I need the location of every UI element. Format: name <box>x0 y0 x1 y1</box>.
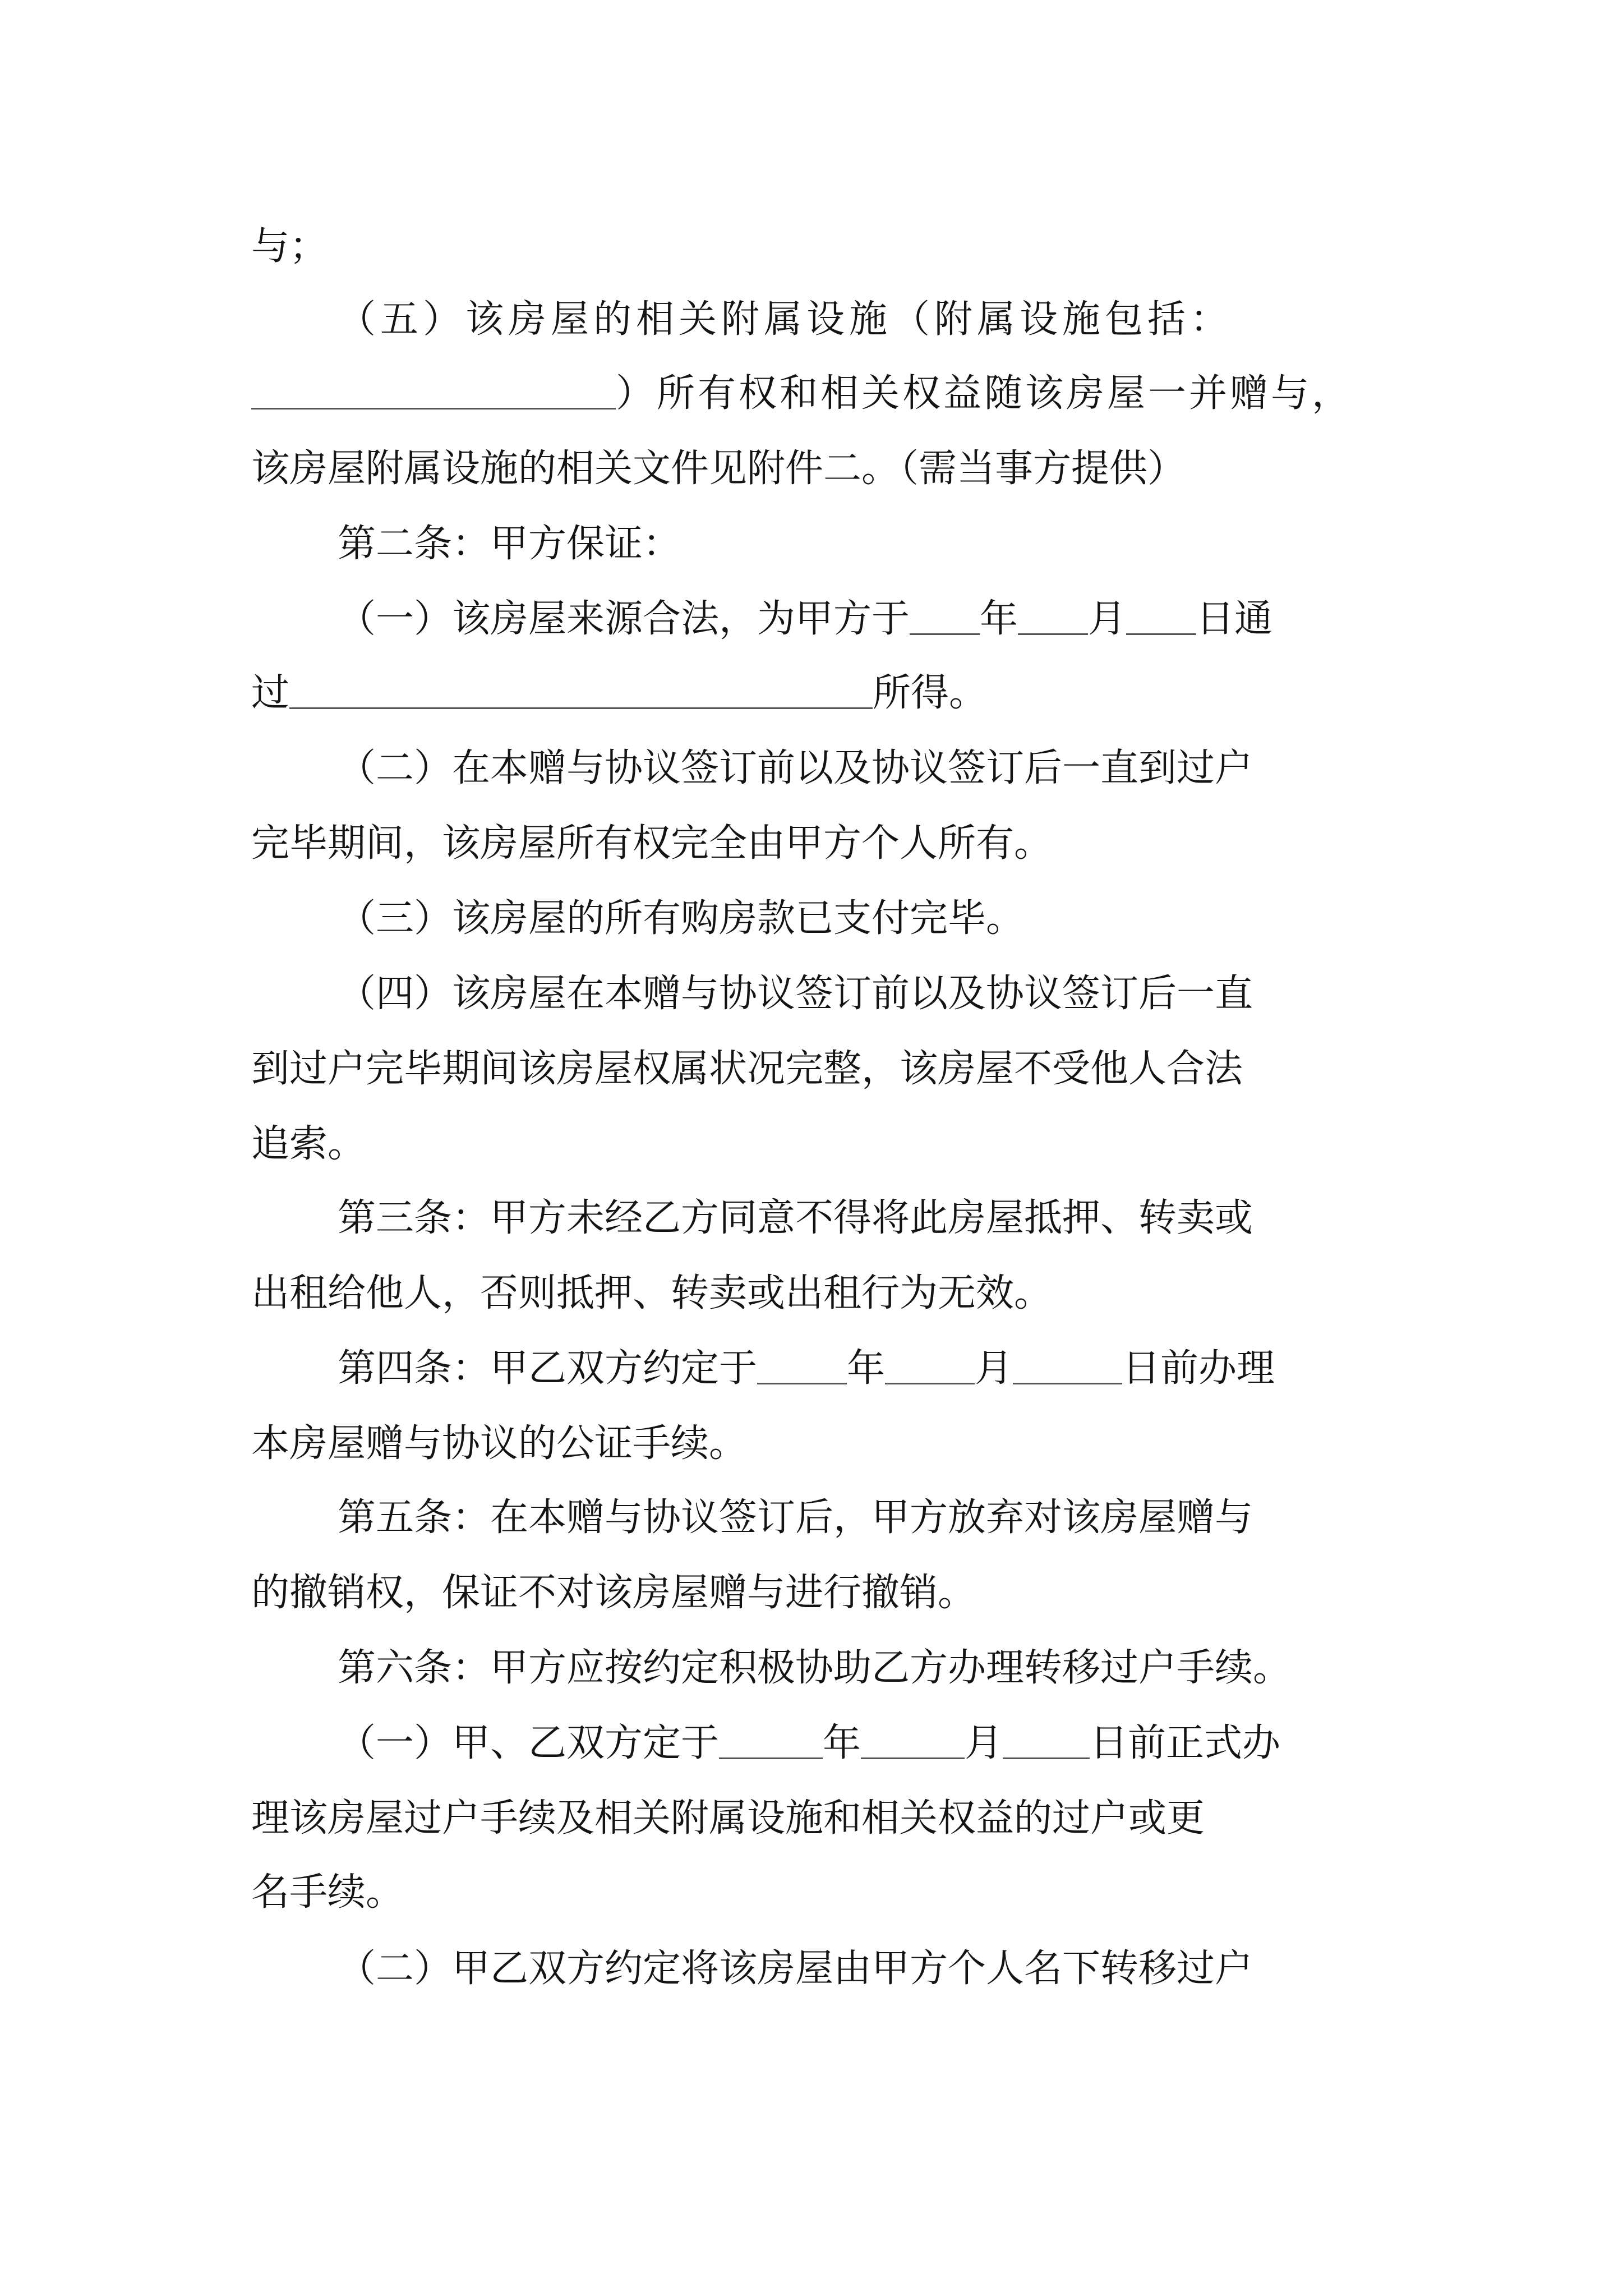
blank-underline <box>289 671 873 709</box>
text-segment: 第四条：甲乙双方约定于 <box>338 1346 758 1391</box>
text-line: 第三条：甲方未经乙方同意不得将此房屋抵押、转卖或 <box>338 1196 1253 1240</box>
text-line <box>251 366 1353 422</box>
text-line: （五）该房屋的相关附属设施（附属设施包括： <box>338 297 1233 342</box>
text-line <box>251 665 987 721</box>
text-segment: 年 <box>980 597 1018 641</box>
text-segment: ）所有权和相关权益随该房屋一并赠与， <box>616 371 1353 416</box>
text-line: 理该房屋过户手续及相关附属设施和相关权益的过户或更 <box>251 1796 1205 1841</box>
text-line: 到过户完毕期间该房屋权属状况完整，该房屋不受他人合法 <box>251 1047 1243 1091</box>
text-line: 本房屋赠与协议的公证手续。 <box>251 1421 748 1466</box>
blank-underline <box>861 1722 965 1759</box>
blank-underline <box>1003 1722 1090 1759</box>
text-line: 第二条：甲方保证： <box>338 522 681 566</box>
blank-underline <box>910 597 980 635</box>
blank-underline <box>719 1722 823 1759</box>
text-line: 出租给他人，否则抵押、转卖或出租行为无效。 <box>251 1271 1053 1315</box>
text-line: 完毕期间，该房屋所有权完全由甲方个人所有。 <box>251 821 1053 866</box>
blank-underline <box>1126 597 1196 635</box>
text-segment: 月 <box>1088 597 1127 641</box>
text-segment: 年 <box>847 1346 886 1391</box>
text-segment: 过 <box>251 671 290 715</box>
text-segment: （一）该房屋来源合法，为甲方于 <box>338 597 910 641</box>
text-segment: 年 <box>823 1721 861 1765</box>
text-segment: 日前办理 <box>1122 1346 1275 1391</box>
text-segment: （一）甲、乙双方定于 <box>338 1721 720 1765</box>
text-segment: 月 <box>975 1346 1013 1391</box>
text-line <box>338 1341 1275 1397</box>
blank-underline <box>251 372 616 409</box>
text-line: （三）该房屋的所有购房款已支付完毕。 <box>338 896 1025 941</box>
text-line: 与； <box>251 224 328 269</box>
text-line: 第五条：在本赠与协议签订后，甲方放弃对该房屋赠与 <box>338 1496 1253 1540</box>
blank-underline <box>1018 597 1088 635</box>
text-segment: 所得。 <box>873 671 988 715</box>
text-line: 的撤销权，保证不对该房屋赠与进行撤销。 <box>251 1571 976 1615</box>
blank-underline <box>885 1347 975 1384</box>
blank-underline <box>757 1347 847 1384</box>
text-segment: 日前正式办 <box>1090 1721 1281 1765</box>
text-line: （二）在本赠与协议签订前以及协议签订后一直到过户 <box>338 746 1253 790</box>
text-segment: 日通 <box>1196 597 1273 641</box>
text-line: 第六条：甲方应按约定积极协助乙方办理转移过户手续。 <box>338 1646 1292 1690</box>
text-line: 名手续。 <box>251 1870 404 1915</box>
text-line: 该房屋附属设施的相关文件见附件二。（需当事方提供） <box>251 447 1186 491</box>
text-segment: 月 <box>965 1721 1003 1765</box>
text-line <box>338 1715 1280 1772</box>
text-line: （四）该房屋在本赠与协议签订前以及协议签订后一直 <box>338 972 1253 1016</box>
text-line <box>338 591 1272 647</box>
text-line: 追索。 <box>251 1122 366 1166</box>
blank-underline <box>1013 1347 1122 1384</box>
text-line: （二）甲乙双方约定将该房屋由甲方个人名下转移过户 <box>338 1947 1253 1991</box>
